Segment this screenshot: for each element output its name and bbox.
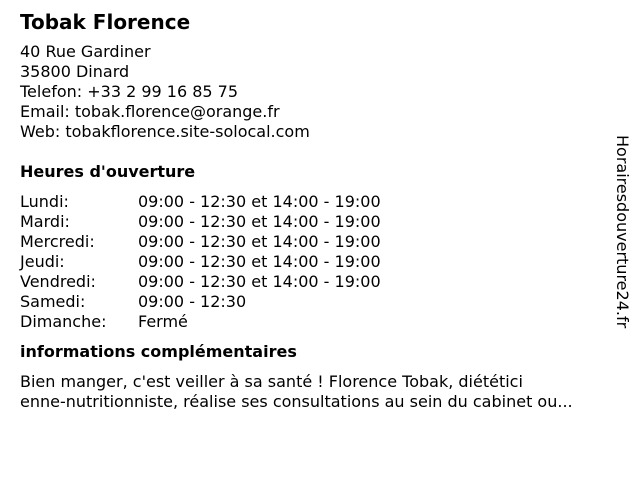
site-watermark-text: Horairesdouverture24.fr [613, 135, 632, 329]
hours-time-value: 09:00 - 12:30 et 14:00 - 19:00 [138, 212, 381, 231]
hours-time-value: 09:00 - 12:30 et 14:00 - 19:00 [138, 252, 381, 271]
business-name: Tobak Florence [20, 10, 191, 34]
city-address: 35800 Dinard [20, 62, 130, 81]
hours-day-label: Mardi: [20, 212, 70, 231]
hours-time-value: 09:00 - 12:30 et 14:00 - 19:00 [138, 272, 381, 291]
hours-day-label: Jeudi: [20, 252, 65, 271]
business-card [20, 10, 620, 412]
hours-day-label: Vendredi: [20, 272, 96, 291]
description-line-2: enne-nutritionniste, réalise ses consultations au sein du cabinet ou... [20, 392, 573, 411]
hours-time-value: 09:00 - 12:30 et 14:00 - 19:00 [138, 192, 381, 211]
hours-day-label: Dimanche: [20, 312, 107, 331]
hours-time-value: 09:00 - 12:30 et 14:00 - 19:00 [138, 232, 381, 251]
hours-time-value: Fermé [138, 312, 188, 331]
hours-row-thursday [20, 252, 620, 272]
hours-day-label: Lundi: [20, 192, 69, 211]
web-line: Web: tobakflorence.site-solocal.com [20, 122, 310, 141]
hours-day-label: Mercredi: [20, 232, 95, 251]
street-address: 40 Rue Gardiner [20, 42, 151, 61]
hours-row-tuesday [20, 212, 620, 232]
opening-hours-heading: Heures d'ouverture [20, 162, 196, 181]
description-line-1: Bien manger, c'est veiller à sa santé ! Florence Tobak, diététici [20, 372, 523, 391]
hours-row-saturday [20, 292, 620, 312]
hours-row-monday [20, 192, 620, 212]
phone-line: Telefon: +33 2 99 16 85 75 [20, 82, 239, 101]
additional-info-heading: informations complémentaires [20, 342, 297, 361]
email-line: Email: tobak.florence@orange.fr [20, 102, 280, 121]
hours-time-value: 09:00 - 12:30 [138, 292, 247, 311]
hours-row-sunday [20, 312, 620, 332]
hours-row-friday [20, 272, 620, 292]
hours-day-label: Samedi: [20, 292, 86, 311]
hours-row-wednesday [20, 232, 620, 252]
